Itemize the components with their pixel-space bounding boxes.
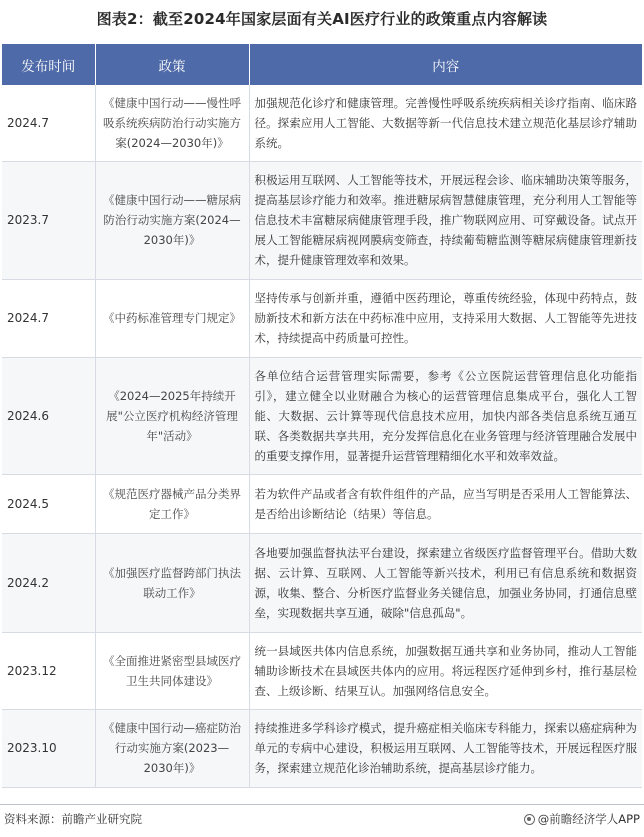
- brand-logo-icon: [524, 814, 535, 825]
- row-policy: 《健康中国行动—癌症防治行动实施方案(2023—2030年)》: [95, 709, 249, 787]
- table-header-row: [2, 44, 642, 85]
- row-policy: 《规范医疗器械产品分类界定工作》: [95, 474, 249, 533]
- row-content: 各地要加强监督执法平台建设，探索建立省级医疗监督管理平台。借助大数据、云计算、互联网、人工智能等新兴技术，利用已有信息系统和数据资源，收集、整合、分析医疗监督业务关键信息，加强业务协同，打通信息壁垒，实现数据共享互通，破除"信息孤岛"。: [249, 533, 642, 632]
- footer: [0, 804, 644, 829]
- row-content: 持续推进多学科诊疗模式，提升癌症相关临床专科能力，探索以癌症病种为单元的专病中心建设，积极运用互联网、人工智能等技术，开展远程医疗服务，探索建立规范化诊治辅助系统，提高基层诊疗能力。: [249, 709, 642, 787]
- row-policy: 《健康中国行动——糖尿病防治行动实施方案(2024—2030年)》: [95, 161, 249, 279]
- table-row: [2, 632, 642, 709]
- row-content: 坚持传承与创新并重，遵循中医药理论，尊重传统经验，体现中药特点，鼓励新技术和新方法在中药标准中应用，支持采用大数据、人工智能等先进技术，持续提高中药质量可控性。: [249, 279, 642, 357]
- table-row: [2, 357, 642, 474]
- row-date: 2023.7: [2, 161, 95, 279]
- row-content: 统一县域医共体内信息系统，加强数据互通共享和业务协同，推动人工智能辅助诊断技术在县域医共体内的应用。将远程医疗延伸到乡村，推行基层检查、上级诊断、结果互认。加强网络信息安全。: [249, 632, 642, 709]
- row-date: 2023.12: [2, 632, 95, 709]
- table-row: [2, 533, 642, 632]
- row-policy: 《2024—2025年持续开展"公立医疗机构经济管理年"活动》: [95, 357, 249, 474]
- row-content: 积极运用互联网、人工智能等技术，开展远程会诊、临床辅助决策等服务，提高基层诊疗能力和效率。推进糖尿病智慧健康管理，充分利用人工智能等信息技术丰富糖尿病健康管理手段，推广物联网应用、可穿戴设备。试点开展人工智能糖尿病视网膜病变筛查，持续葡萄糖监测等糖尿病健康管理新技术，提升健康管理效率和效果。: [249, 161, 642, 279]
- row-policy: 《加强医疗监督跨部门执法联动工作》: [95, 533, 249, 632]
- table-row: [2, 709, 642, 787]
- column-header-content: 内容: [249, 44, 642, 85]
- brand-credit: [524, 811, 640, 827]
- row-policy: 《健康中国行动——慢性呼吸系统疾病防治行动实施方案(2024—2030年)》: [95, 85, 249, 161]
- policy-table: [2, 44, 642, 788]
- table-row: [2, 85, 642, 161]
- table-row: [2, 474, 642, 533]
- column-header-policy: 政策: [95, 44, 249, 85]
- row-date: 2023.10: [2, 709, 95, 787]
- row-date: 2024.5: [2, 474, 95, 533]
- row-content: 若为软件产品或者含有软件组件的产品，应当写明是否采用人工智能算法、是否给出诊断结论（结果）等信息。: [249, 474, 642, 533]
- source-note: 资料来源：前瞻产业研究院: [4, 812, 142, 826]
- table-row: [2, 279, 642, 357]
- row-content: 加强规范化诊疗和健康管理。完善慢性呼吸系统疾病相关诊疗指南、临床路径。探索应用人工智能、大数据等新一代信息技术建立规范化基层诊疗辅助系统。: [249, 85, 642, 161]
- brand-label: @前瞻经济学人APP: [537, 812, 640, 826]
- row-date: 2024.2: [2, 533, 95, 632]
- column-header-date: 发布时间: [2, 44, 95, 85]
- row-policy: 《全面推进紧密型县域医疗卫生共同体建设》: [95, 632, 249, 709]
- table-row: [2, 161, 642, 279]
- page-title: 图表2：截至2024年国家层面有关AI医疗行业的政策重点内容解读: [96, 10, 548, 28]
- row-content: 各单位结合运营管理实际需要，参考《公立医院运营管理信息化功能指引》，建立健全以业财融合为核心的运营管理信息集成平台，强化人工智能、大数据、云计算等现代信息技术应用，加快内部各类信息系统互通互联、各类数据共享共用，充分发挥信息化在业务管理与经济管理融合发展中的重要支撑作用，显著提升运营管理精细化水平和效率效益。: [249, 357, 642, 474]
- row-policy: 《中药标准管理专门规定》: [95, 279, 249, 357]
- row-date: 2024.6: [2, 357, 95, 474]
- row-date: 2024.7: [2, 279, 95, 357]
- row-date: 2024.7: [2, 85, 95, 161]
